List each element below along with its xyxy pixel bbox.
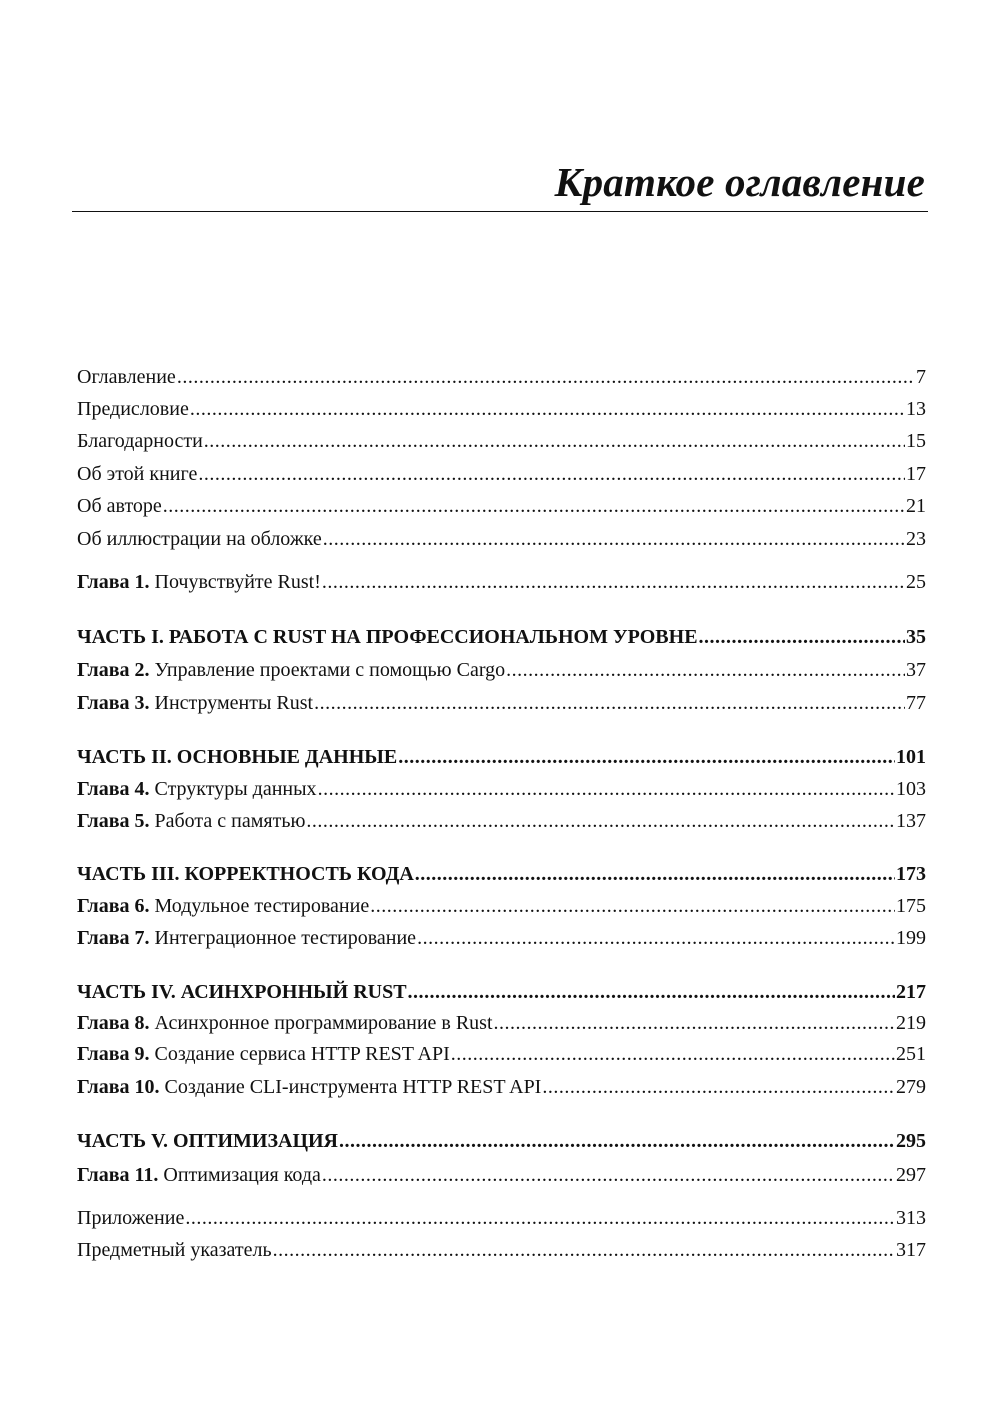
toc-entry-label [77,428,203,454]
toc-entry-label [77,526,322,552]
leader-dots [494,1010,895,1036]
toc-entry-label [77,624,698,650]
toc-entry-label [77,1074,541,1100]
toc-entry-label [77,364,176,390]
toc-entry-label [77,925,416,951]
toc-entry-prefix: Глава 4. [77,778,150,800]
toc-entry-label [77,396,189,422]
leader-dots [185,1205,895,1231]
toc-entry-label [77,776,317,802]
toc-entry-page: 137 [896,810,926,832]
toc-entry [77,1237,926,1263]
toc-entry-title: Создание сервиса HTTP REST API [149,1043,450,1065]
toc-entry [77,776,926,802]
toc-entry-page: 103 [896,778,926,800]
leader-dots [506,657,905,683]
title-rule [72,211,928,212]
toc-entry-title: Модульное тестирование [149,895,370,917]
toc-entry-page: 317 [896,1239,926,1261]
toc-part [77,861,926,887]
leader-dots [408,979,895,1005]
toc-entry-page: 295 [896,1130,926,1152]
toc-part [77,979,926,1005]
toc-entry-title: Предметный указатель [77,1239,272,1261]
toc-entry-title: Об этой книге [77,463,198,485]
toc-entry-prefix: Глава 3. [77,692,150,714]
leader-dots [339,1128,895,1154]
toc-entry-label [77,744,397,770]
leader-dots [204,428,905,454]
toc-entry-label [77,861,414,887]
toc-entry-page: 25 [906,571,926,593]
toc-entry-prefix: Глава 6. [77,895,150,917]
leader-dots [417,925,895,951]
toc-entry-title: Инструменты Rust [149,692,314,714]
toc-entry-page: 313 [896,1207,926,1229]
toc-entry-page: 13 [906,398,926,420]
toc-entry-title: Приложение [77,1207,185,1229]
toc-entry-label [77,1128,338,1154]
toc-entry-title: Оглавление [77,366,176,388]
toc-entry-prefix: Глава 8. [77,1012,150,1034]
toc-entry-title: Работа с памятью [149,810,306,832]
toc-entry-page: 15 [906,430,926,452]
toc-entry [77,526,926,552]
toc-entry [77,893,926,919]
toc-entry-page: 77 [906,692,926,714]
toc-entry-prefix: Глава 7. [77,927,150,949]
toc-entry-title: Оптимизация кода [158,1164,321,1186]
leader-dots [198,461,905,487]
toc-entry [77,428,926,454]
toc-entry-title: Асинхронное программирование в Rust [149,1012,493,1034]
toc-entry-page: 23 [906,528,926,550]
toc-entry-page: 17 [906,463,926,485]
toc-entry [77,461,926,487]
toc-part-title: ЧАСТЬ III. КОРРЕКТНОСТЬ КОДА [77,863,414,885]
toc-entry-page: 173 [896,863,926,885]
leader-dots [273,1237,895,1263]
toc-entry-label [77,493,162,519]
leader-dots [451,1041,895,1067]
toc-entry-prefix: Глава 2. [77,659,150,681]
toc-entry-title: Создание CLI-инструмента HTTP REST API [159,1076,542,1098]
leader-dots [542,1074,895,1100]
toc-entry-label [77,690,313,716]
toc-entry [77,1205,926,1231]
leader-dots [190,396,905,422]
toc-part [77,1128,926,1154]
toc-entry [77,925,926,951]
toc-entry [77,690,926,716]
toc-entry-label [77,893,369,919]
leader-dots [306,808,895,834]
toc-entry-prefix: Глава 5. [77,810,150,832]
toc-entry-label [77,569,321,595]
toc-entry-label [77,1162,321,1188]
toc-entry [77,493,926,519]
toc-entry-page: 175 [896,895,926,917]
toc-part [77,744,926,770]
leader-dots [415,861,895,887]
leader-dots [318,776,895,802]
toc-entry [77,657,926,683]
toc-entry-title: Интеграционное тестирование [149,927,417,949]
toc-entry [77,396,926,422]
toc-entry-label [77,1041,450,1067]
toc-part-title: ЧАСТЬ V. ОПТИМИЗАЦИЯ [77,1130,338,1152]
toc-part-title: ЧАСТЬ I. РАБОТА С RUST НА ПРОФЕССИОНАЛЬНОМ УРОВНЕ [77,626,698,648]
toc-entry-page: 199 [896,927,926,949]
toc-part-title: ЧАСТЬ IV. АСИНХРОННЫЙ RUST [77,981,407,1003]
toc-entry-label [77,1237,272,1263]
toc-entry-page: 101 [896,746,926,768]
toc-entry [77,1041,926,1067]
toc-entry-prefix: Глава 1. [77,571,150,593]
toc-entry-label [77,1205,184,1231]
leader-dots [323,526,905,552]
leader-dots [699,624,905,650]
toc-part [77,624,926,650]
toc-entry-prefix: Глава 10. [77,1076,160,1098]
toc-entry-page: 297 [896,1164,926,1186]
toc-entry-title: Об иллюстрации на обложке [77,528,322,550]
toc-entry-prefix: Глава 9. [77,1043,150,1065]
toc-entry-page: 37 [906,659,926,681]
leader-dots [163,493,905,519]
toc-entry-label [77,979,407,1005]
toc-entry-title: Об авторе [77,495,162,517]
toc-entry-title: Управление проектами с помощью Cargo [149,659,506,681]
toc-entry [77,808,926,834]
leader-dots [314,690,905,716]
toc-entry-page: 7 [916,366,926,388]
toc-entry-label [77,808,305,834]
toc-part-title: ЧАСТЬ II. ОСНОВНЫЕ ДАННЫЕ [77,746,398,768]
toc-entry-label [77,657,505,683]
toc-entry-title: Почувствуйте Rust! [149,571,321,593]
leader-dots [177,364,915,390]
toc-entry-title: Структуры данных [149,778,317,800]
leader-dots [398,744,895,770]
leader-dots [322,569,905,595]
toc-entry-label [77,1010,493,1036]
toc-entry-page: 35 [906,626,926,648]
toc-entry-label [77,461,197,487]
toc-entry [77,1074,926,1100]
page-title: Краткое оглавление [554,159,925,205]
leader-dots [322,1162,895,1188]
toc-entry-page: 251 [896,1043,926,1065]
toc-entry [77,1162,926,1188]
toc-entry-page: 217 [896,981,926,1003]
toc-entry-title: Благодарности [77,430,203,452]
leader-dots [370,893,895,919]
toc-entry-page: 21 [906,495,926,517]
toc-entry-title: Предисловие [77,398,189,420]
toc-entry [77,364,926,390]
toc-entry [77,1010,926,1036]
toc-entry [77,569,926,595]
toc-entry-page: 219 [896,1012,926,1034]
toc-entry-prefix: Глава 11. [77,1164,159,1186]
toc-entry-page: 279 [896,1076,926,1098]
